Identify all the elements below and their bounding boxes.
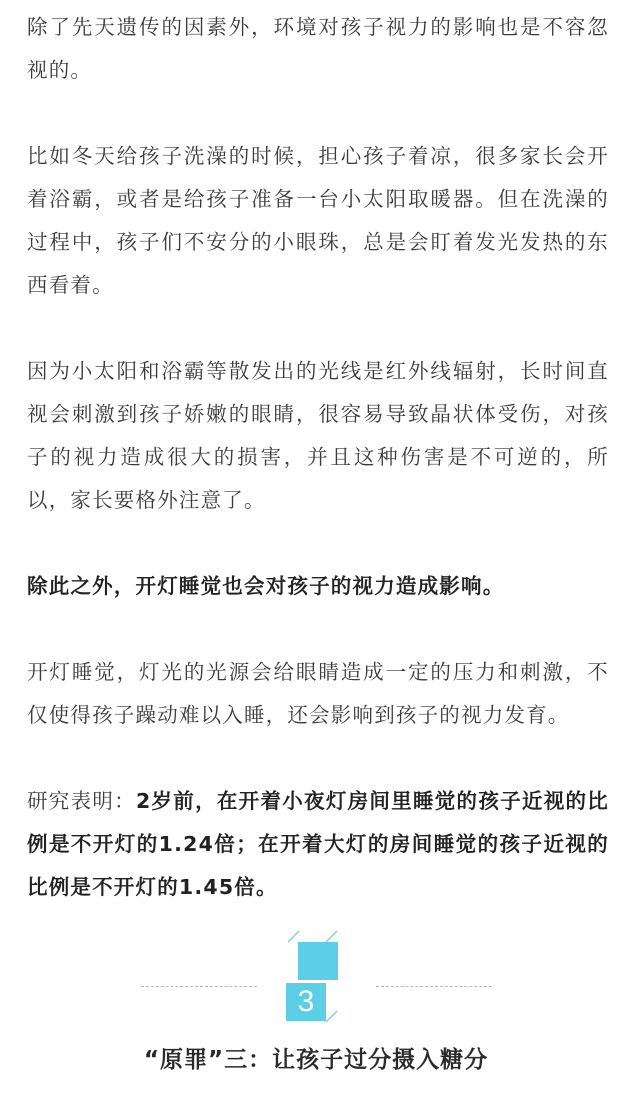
research-finding: 2岁前，在开着小夜灯房间里睡觉的孩子近视的比例是不开灯的1.24倍；在开着大灯的房间睡觉的孩子近视的比例是不开灯的1.45倍。 xyxy=(27,789,609,899)
divider-line-left xyxy=(141,986,257,987)
paragraph-6 xyxy=(27,780,609,909)
section-title: “原罪”三：让孩子过分摄入糖分 xyxy=(143,1047,489,1073)
research-lead: 研究表明： xyxy=(27,789,136,813)
article-body xyxy=(27,6,609,909)
paragraph-5: 开灯睡觉，灯光的光源会给眼睛造成一定的压力和刺激，不仅使得孩子躁动难以入睡，还会影响到孩子的视力发育。 xyxy=(27,660,609,727)
paragraph-4-highlight: 除此之外，开灯睡觉也会对孩子的视力造成影响。 xyxy=(27,574,505,598)
paragraph-1: 除了先天遗传的因素外，环境对孩子视力的影响也是不容忽视的。 xyxy=(27,15,609,82)
divider-line-right xyxy=(376,986,492,987)
section-number-badge: 3 xyxy=(286,983,326,1021)
paragraph-2: 比如冬天给孩子洗澡的时候，担心孩子着凉，很多家长会开着浴霸，或者是给孩子准备一台小太阳取暖器。但在洗澡的过程中，孩子们不安分的小眼珠，总是会盯着发光发热的东西看着。 xyxy=(27,144,609,297)
paragraph-3: 因为小太阳和浴霸等散发出的光线是红外线辐射，长时间直视会刺激到孩子娇嫩的眼睛，很容易导致晶状体受伤，对孩子的视力造成很大的损害，并且这种伤害是不可逆的，所以，家长要格外注意了。 xyxy=(27,359,609,512)
accent-square xyxy=(298,942,338,980)
section-divider xyxy=(0,928,632,1028)
